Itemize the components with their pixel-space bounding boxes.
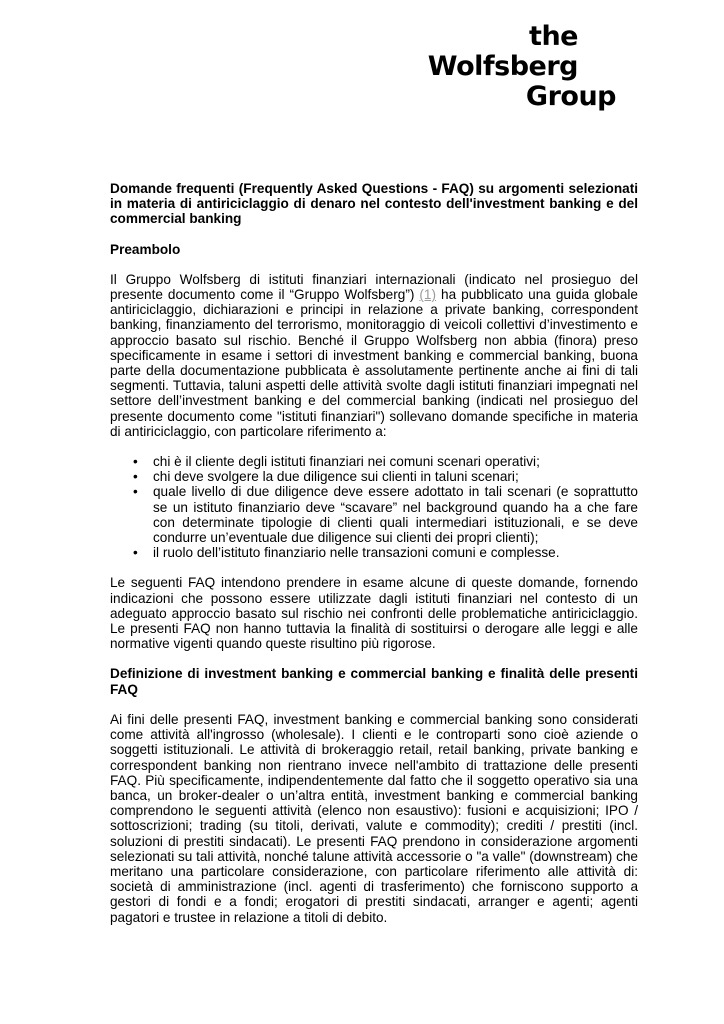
document-body [110, 181, 638, 925]
bullet-icon: • [133, 484, 138, 500]
definition-heading: Definizione di investment banking e commercial banking e finalità delle presenti FAQ [110, 666, 638, 697]
logo-line-wolfsberg: Wolfsberg [427, 51, 578, 82]
bullet-icon: • [133, 545, 138, 561]
bullet-icon: • [133, 469, 138, 485]
list-item: • chi è il cliente degli istituti finanziari nei comuni scenari operativi; [133, 454, 540, 470]
logo-line-the: the [529, 21, 578, 52]
definition-paragraph: Ai fini delle presenti FAQ, investment banking e commercial banking sono considerati come attività all'ingrosso (wholesale). I clienti e le controparti sono cioè aziende o soggetti istituzionali. Le attività di brokeraggio retail, retail banking, private banking e correspondent banking non rientrano invece nell'ambito di trattazione delle presenti FAQ. Più specificamente, indipendentemente dal fatto che il soggetto operativo sia una banca, un broker-dealer o un’altra entità, investment banking e commercial banking comprendono le seguenti attività (elenco non esaustivo): fusioni e acquisizioni; IPO / sottoscrizioni; trading (su titoli, derivati, valute e commodity); crediti / prestiti (incl. soluzioni di prestiti sindacati). Le presenti FAQ prendono in considerazione argomenti selezionati su tali attività, nonché talune attività accessorie o "a valle" (downstream) che meritano una particolare considerazione, con particolare riferimento alle attività di: società di amministrazione (incl. agenti di trasferimento) che forniscono supporto a gestori di fondi e a fondi; erogatori di prestiti sindacati, arranger e agenti; agenti pagatori e trustee in relazione a titoli di debito. [110, 711, 638, 925]
logo-line-group: Group [525, 81, 616, 112]
list-item: • il ruolo dell’istituto finanziario nelle transazioni comuni e complesse. [133, 545, 560, 561]
preamble-heading: Preambolo [110, 241, 181, 257]
preamble-paragraph [110, 272, 638, 439]
footnote-link[interactable]: (1) [419, 287, 437, 303]
preamble-text-end: ha pubblicato una guida globale antiriciclaggio, dichiarazioni e principi in relazione a private banking, correspondent banking, finanziamento del terrorismo, monitoraggio di veicoli collettivi d’investimento e approccio basato sul rischio. Benché il Gruppo Wolfsberg non abbia (finora) preso specificamente in esame i settori di investment banking e commercial banking, buona parte della documentazione pubblicata è assolutamente pertinente anche ai fini di tali segmenti. Tuttavia, taluni aspetti delle attività svolte dagli istituti finanziari impegnati nel settore dell’investment banking e del commercial banking (indicati nel prosieguo del presente documento come "istituti finanziari") sollevano domande specifiche in materia di antiriciclaggio, con particolare riferimento a: [110, 287, 638, 439]
list-item: • chi deve svolgere la due diligence sui clienti in taluni scenari; [133, 469, 519, 485]
bullet-icon: • [133, 454, 138, 470]
list-item: • quale livello di due diligence deve essere adottato in tali scenari (e soprattutto se un istituto finanziario deve “scavare” nel background quando ha a che fare con determinate tipologie di clienti quali intermediari istituzionali, e se deve condurre un’eventuale due diligence sui clienti dei propri clienti); [133, 484, 638, 546]
wolfsberg-logo [428, 22, 616, 112]
faq-intro-paragraph: Le seguenti FAQ intendono prendere in esame alcune di queste domande, fornendo indicazioni che possono essere utilizzate dagli istituti finanziari nel contesto di un adeguato approccio basato sul rischio nei confronti delle problematiche antiriciclaggio. Le presenti FAQ non hanno tuttavia la finalità di sostituirsi o derogare alle leggi e alle normative vigenti quando queste risultino più rigorose. [110, 575, 638, 652]
document-title: Domande frequenti (Frequently Asked Questions - FAQ) su argomenti selezionati in materia di antiriciclaggio di denaro nel contesto dell'investment banking e del commercial banking [110, 181, 638, 227]
question-list [110, 454, 638, 560]
preamble-text-start: Il Gruppo Wolfsberg di istituti finanziari internazionali (indicato nel prosieguo del presente documento come il “Gruppo Wolfsberg”) [110, 271, 638, 303]
